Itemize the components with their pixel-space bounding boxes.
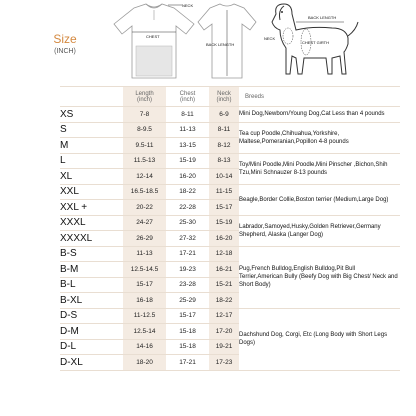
- neck-cell: 12-17: [209, 308, 239, 324]
- chest-cell: 18-22: [166, 184, 209, 200]
- header: [0, 0, 416, 84]
- chest-cell: 25-30: [166, 215, 209, 231]
- size-cell: B-M: [60, 262, 123, 278]
- chest-cell: 22-28: [166, 200, 209, 216]
- length-cell: 12.5-14.5: [123, 262, 166, 278]
- size-cell: D-M: [60, 324, 123, 340]
- neck-cell: 17-20: [209, 324, 239, 340]
- length-cell: 9.5-11: [123, 138, 166, 154]
- breeds-cell: Beagle,Border Collie,Boston terrier (Medium,Large Dog): [239, 184, 400, 215]
- shirt-back-illustration: [196, 2, 258, 82]
- neck-cell: 12-18: [209, 246, 239, 262]
- size-title-block: [42, 32, 88, 55]
- table-row: [60, 122, 400, 138]
- size-cell: D-S: [60, 308, 123, 324]
- chest-cell: 17-21: [166, 246, 209, 262]
- neck-cell: 16-21: [209, 262, 239, 278]
- chest-header-label: Chest (inch): [179, 90, 196, 103]
- chest-cell: 17-21: [166, 355, 209, 371]
- chest-label: CHEST: [146, 34, 160, 39]
- chest-cell: 15-18: [166, 324, 209, 340]
- size-cell: M: [60, 138, 123, 154]
- chest-cell: 11-13: [166, 122, 209, 138]
- back-length-label: BACK LENGTH: [206, 42, 235, 47]
- breeds-cell: Mini Dog,Newborn/Young Dog,Cat Less than 4 pounds: [239, 107, 400, 123]
- length-cell: 16-18: [123, 293, 166, 309]
- dog-back-length-label: BACK LENGTH: [308, 15, 337, 20]
- length-cell: 7-8: [123, 107, 166, 123]
- neck-cell: 8-11: [209, 122, 239, 138]
- shirt-front-illustration: [110, 2, 198, 82]
- chest-cell: 13-15: [166, 138, 209, 154]
- size-cell: L: [60, 153, 123, 169]
- size-cell: XL: [60, 169, 123, 185]
- length-cell: 8-9.5: [123, 122, 166, 138]
- size-cell: XXL: [60, 184, 123, 200]
- size-title: Size: [53, 32, 77, 46]
- neck-column-header: [209, 87, 239, 107]
- table-row: [60, 153, 400, 169]
- size-cell: S: [60, 122, 123, 138]
- neck-cell: 18-22: [209, 293, 239, 309]
- size-cell: B-L: [60, 277, 123, 293]
- breeds-cell: Labrador,Samoyed,Husky,Golden Retriever,Germany Shepherd, Alaska (Langer Dog): [239, 215, 400, 246]
- size-chart-table: [60, 86, 400, 371]
- length-cell: 16.5-18.5: [123, 184, 166, 200]
- size-cell: XS: [60, 107, 123, 123]
- breeds-cell: Tea cup Poodle,Chihuahua,Yorkshire, Maltese,Pomeranian,Popillon 4-8 pounds: [239, 122, 400, 153]
- neck-cell: 8-12: [209, 138, 239, 154]
- table-row: [60, 184, 400, 200]
- length-cell: 12-14: [123, 169, 166, 185]
- chest-column-header: [166, 87, 209, 107]
- chest-cell: 15-17: [166, 308, 209, 324]
- neck-label: NECK: [182, 3, 194, 8]
- neck-cell: 17-23: [209, 355, 239, 371]
- table-row: [60, 215, 400, 231]
- size-chart-body: [60, 107, 400, 371]
- neck-cell: 11-15: [209, 184, 239, 200]
- neck-cell: 8-13: [209, 153, 239, 169]
- table-row: [60, 308, 400, 324]
- length-cell: 14-16: [123, 339, 166, 355]
- chest-cell: 27-32: [166, 231, 209, 247]
- length-cell: 11-12.5: [123, 308, 166, 324]
- chest-cell: 8-11: [166, 107, 209, 123]
- neck-cell: 16-20: [209, 231, 239, 247]
- neck-cell: 15-17: [209, 200, 239, 216]
- size-column-header: [60, 87, 123, 107]
- chest-cell: 19-23: [166, 262, 209, 278]
- length-header-label: Length (inch): [135, 90, 154, 103]
- length-cell: 18-20: [123, 355, 166, 371]
- size-cell: D-XL: [60, 355, 123, 371]
- size-unit: (INCH): [54, 48, 76, 55]
- table-row: [60, 246, 400, 262]
- length-cell: 12.5-14: [123, 324, 166, 340]
- breeds-column-header: Breeds: [239, 87, 400, 107]
- length-cell: 15-17: [123, 277, 166, 293]
- size-cell: XXXL: [60, 215, 123, 231]
- length-cell: 11.5-13: [123, 153, 166, 169]
- breeds-cell: Dachshund Dog, Corgi, Etc (Long Body with Short Legs Dogs): [239, 308, 400, 370]
- neck-cell: 19-21: [209, 339, 239, 355]
- neck-header-label: Neck (inch): [216, 90, 232, 103]
- breeds-cell: Pug,French Bulldog,English Bulldog,Pit Bull Terrier,American Bully (Beefy Dog with Big Chest/ Neck and Short Body): [239, 246, 400, 308]
- dog-neck-label: NECK: [264, 36, 276, 41]
- length-cell: 26-29: [123, 231, 166, 247]
- length-cell: 24-27: [123, 215, 166, 231]
- neck-cell: 10-14: [209, 169, 239, 185]
- size-cell: D-L: [60, 339, 123, 355]
- table-header-row: [60, 87, 400, 107]
- chest-cell: 25-29: [166, 293, 209, 309]
- size-cell: B-S: [60, 246, 123, 262]
- chest-cell: 16-20: [166, 169, 209, 185]
- chest-cell: 23-28: [166, 277, 209, 293]
- length-column-header: [123, 87, 166, 107]
- table-row: [60, 107, 400, 123]
- size-cell: XXL +: [60, 200, 123, 216]
- chest-girth-label: CHEST GIRTH: [302, 40, 329, 45]
- neck-cell: 15-21: [209, 277, 239, 293]
- size-cell: B-XL: [60, 293, 123, 309]
- chest-cell: 15-18: [166, 339, 209, 355]
- chest-cell: 15-19: [166, 153, 209, 169]
- neck-cell: 6-9: [209, 107, 239, 123]
- length-cell: 11-13: [123, 246, 166, 262]
- length-cell: 20-22: [123, 200, 166, 216]
- dog-illustration: [262, 0, 362, 82]
- size-cell: XXXXL: [60, 231, 123, 247]
- neck-cell: 15-19: [209, 215, 239, 231]
- breeds-cell: Toy/Mini Poodle,Mini Poodle,Mini Pinscher ,Bichon,Shih Tzu,Mini Schnauzer 8-13 pounds: [239, 153, 400, 184]
